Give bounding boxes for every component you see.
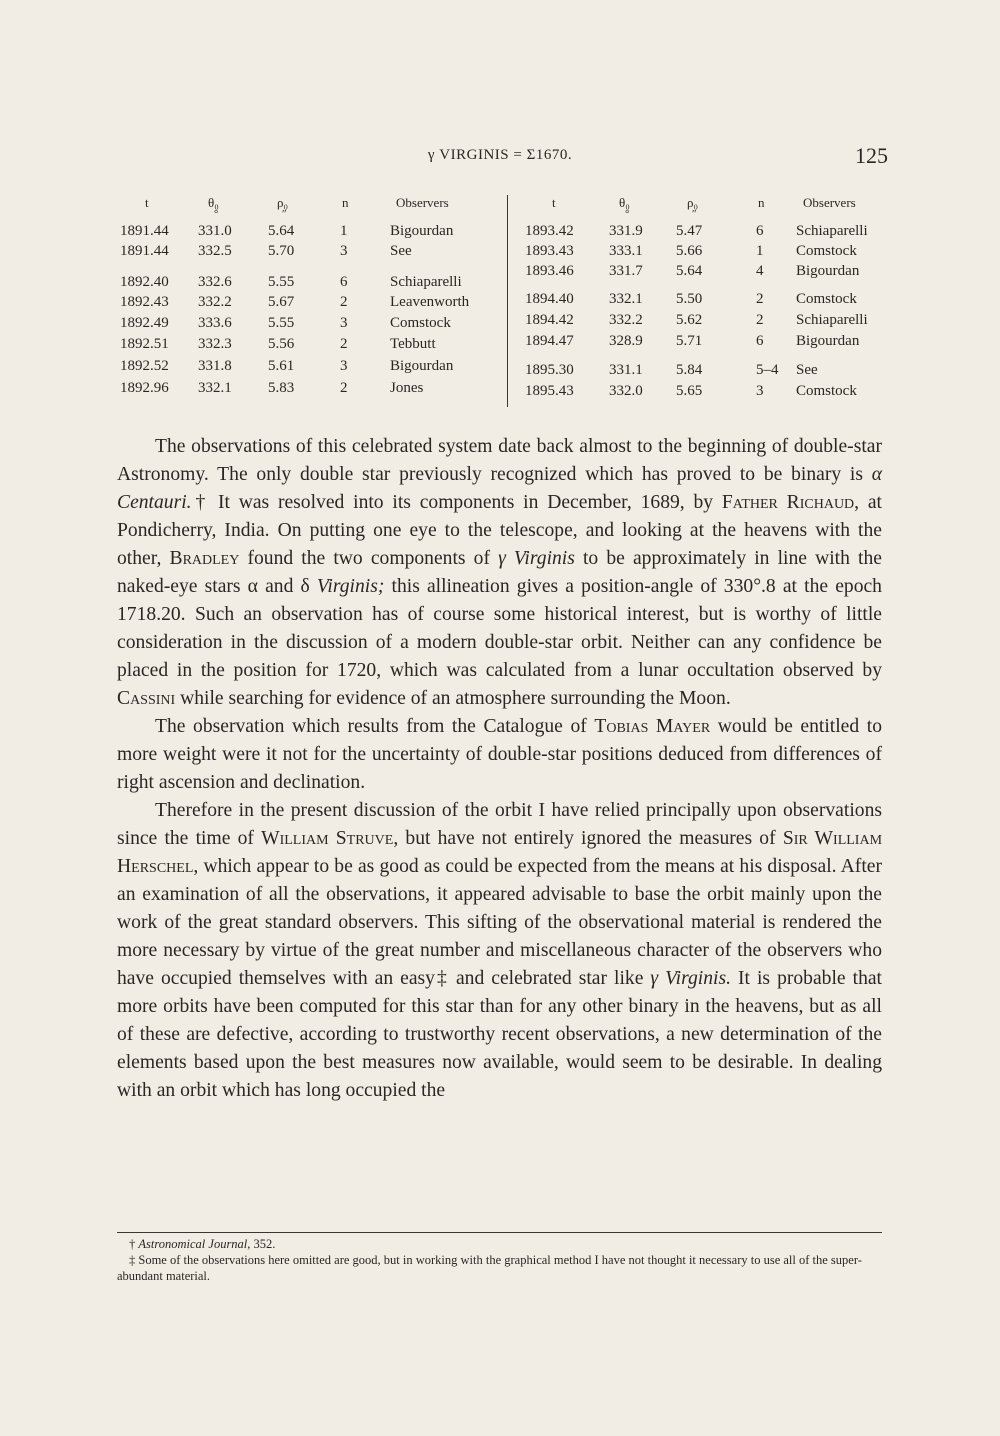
measures-table [110,195,890,410]
cell-observer: Bigourdan [390,223,454,239]
text-run-italic: γ Virginis. [650,968,732,989]
cell-nights: 6 [756,223,764,239]
cell-distance: 5.70 [268,243,295,259]
cell-epoch: 1892.43 [120,294,169,310]
cell-observer: Schiaparelli [796,223,868,239]
name-small-caps: William Struve [261,828,394,849]
text-run: to be approximately in line with the naked-eye stars α and δ [117,548,882,597]
col-header-n: n [758,195,765,210]
cell-nights: 3 [340,243,348,259]
name-small-caps: Sir William Herschel [117,828,883,877]
table-row [513,333,890,353]
col-header-observers: Observers [803,195,856,210]
cell-observer: Jones [390,380,424,396]
col-header-t: t [145,195,149,210]
cell-position-angle: 332.1 [198,380,232,396]
cell-position-angle: 333.6 [198,315,232,331]
cell-distance: 5.83 [268,380,295,396]
cell-observer: Bigourdan [796,333,860,349]
cell-nights: 1 [756,243,764,259]
cell-distance: 5.47 [676,223,703,239]
text-run: found the two components of [239,548,499,569]
cell-epoch: 1895.30 [525,362,574,378]
text-run-italic: Virginis; [316,576,385,597]
table-row [513,243,890,263]
cell-epoch: 1892.49 [120,315,169,331]
text-run: , which appear to be as good as could be expected from the means at his disposal. After an examination of all the observations, it appeared advisable to base the orbit mainly upon the work of the great standard observers. This sifting of the observational material is rendered the more necessary by virtue of the great number and miscellaneous character of the observers who have occupied themselves with an easy‡ and celebrated star like [117,856,882,989]
footnote-citation: Astronomical Journal, [138,1237,251,1251]
cell-epoch: 1893.42 [525,223,574,239]
cell-observer: Comstock [796,383,857,399]
cell-distance: 5.62 [676,312,703,328]
cell-observer: Bigourdan [796,263,860,279]
name-small-caps: Cassini [117,688,176,709]
text-run: It is probable that more orbits have been computed for this star than for any other binary in the heavens, but as all of these are defective, according to trustworthy recent observations, a new determination of the elements based upon the best measures now available, would seem to be desirable. In dealing with an orbit which has long occupied the [117,968,883,1101]
theta-unit: ° [214,208,219,220]
col-header-rho: ρ₀ [277,195,289,210]
table-row [513,312,890,332]
cell-observer: Schiaparelli [796,312,868,328]
cell-distance: 5.84 [676,362,703,378]
table-row [513,263,890,283]
text-run: , but have not entirely ignored the measures of [393,828,783,849]
cell-position-angle: 332.5 [198,243,232,259]
col-header-theta: θ₀ [208,195,219,210]
footnote-text: 352. [250,1237,276,1251]
cell-epoch: 1893.43 [525,243,574,259]
rho-unit: ″ [692,208,697,220]
page-number: 125 [855,143,888,168]
table-row [110,243,505,263]
table-row [110,358,505,378]
table-row [110,315,505,335]
footnote-1 [117,1236,882,1252]
cell-epoch: 1895.43 [525,383,574,399]
cell-distance: 5.50 [676,291,703,307]
table-row [110,294,505,314]
cell-observer: Tebbutt [390,336,436,352]
cell-position-angle: 333.1 [609,243,643,259]
cell-position-angle: 332.2 [609,312,643,328]
text-run: The observations of this celebrated system date back almost to the beginning of double-star Astronomy. The only double star previously recognized which has proved to be binary is [117,436,882,485]
text-run-italic: γ Virginis [498,548,575,569]
text-run-italic: α Centauri. [117,464,882,513]
running-header [110,143,890,173]
cell-position-angle: 331.9 [609,223,643,239]
footnote-2: ‡ Some of the observations here omitted are good, but in working with the graphical method I have not thought it necessary to use all of the super-abundant material. [117,1253,862,1283]
cell-nights: 3 [340,358,348,374]
body-text [117,433,882,1105]
cell-distance: 5.66 [676,243,703,259]
cell-distance: 5.65 [676,383,703,399]
cell-distance: 5.55 [268,274,295,290]
column-divider [507,195,508,407]
cell-position-angle: 331.7 [609,263,643,279]
cell-epoch: 1891.44 [120,223,169,239]
table-row [513,383,890,403]
cell-nights: 2 [340,336,348,352]
col-header-n: n [342,195,349,210]
cell-nights: 2 [756,291,764,307]
cell-epoch: 1892.51 [120,336,169,352]
cell-nights: 3 [340,315,348,331]
cell-observer: See [390,243,412,259]
rho-unit: ″ [282,208,287,220]
cell-epoch: 1894.47 [525,333,574,349]
cell-observer: Comstock [796,291,857,307]
col-header-observers: Observers [396,195,449,210]
footnote-rule [117,1232,882,1233]
cell-epoch: 1892.96 [120,380,169,396]
cell-position-angle: 332.1 [609,291,643,307]
cell-position-angle: 332.3 [198,336,232,352]
theta-unit: ° [625,208,630,220]
cell-distance: 5.56 [268,336,295,352]
table-row [110,336,505,356]
text-run: The observation which results from the Catalogue of [155,716,595,737]
cell-observer: Bigourdan [390,358,454,374]
cell-nights: 6 [756,333,764,349]
cell-distance: 5.67 [268,294,295,310]
cell-position-angle: 332.0 [609,383,643,399]
cell-distance: 5.71 [676,333,703,349]
name-small-caps: Bradley [169,548,240,569]
text-run: this allineation gives a position-angle of 330°.8 at the epoch 1718.20. Such an observation has of course some historical interest, but is worthy of little consideration in the discussion of a modern double-star orbit. Neither can any confidence be placed in the position for 1720, which was calculated from a lunar occultation observed by [117,576,882,681]
cell-distance: 5.64 [676,263,703,279]
cell-nights: 5–4 [756,362,779,378]
cell-position-angle: 328.9 [609,333,643,349]
cell-nights: 1 [340,223,348,239]
text-run: † It was resolved into its components in December, 1689, by [191,492,722,513]
table-row [513,223,890,243]
table-row [110,274,505,294]
cell-nights: 2 [340,294,348,310]
cell-nights: 4 [756,263,764,279]
cell-epoch: 1892.52 [120,358,169,374]
cell-distance: 5.55 [268,315,295,331]
cell-nights: 2 [340,380,348,396]
cell-distance: 5.64 [268,223,295,239]
col-header-rho: ρ₀ [687,195,699,210]
text-run: Therefore in the present discussion of the orbit I have relied principally upon observations since the time of [117,800,882,849]
cell-position-angle: 332.2 [198,294,232,310]
cell-epoch: 1891.44 [120,243,169,259]
text-run: would be entitled to more weight were it not for the uncertainty of double-star positions deduced from differences of right ascension and declination. [117,716,883,793]
cell-epoch: 1894.40 [525,291,574,307]
table-row [513,291,890,311]
footnotes [117,1236,882,1284]
running-title: γ VIRGINIS = Σ1670. [427,147,573,163]
cell-observer: Leavenworth [390,294,470,310]
footnote-mark: † [129,1237,139,1251]
col-header-t: t [552,195,556,210]
text-run: while searching for evidence of an atmosphere surrounding the Moon. [175,688,731,709]
cell-position-angle: 331.8 [198,358,232,374]
cell-observer: Comstock [796,243,857,259]
cell-nights: 2 [756,312,764,328]
cell-epoch: 1894.42 [525,312,574,328]
cell-position-angle: 331.0 [198,223,232,239]
cell-nights: 6 [340,274,348,290]
cell-epoch: 1892.40 [120,274,169,290]
name-small-caps: Father Richaud [721,492,855,513]
table-row [513,362,890,382]
table-row [110,223,505,243]
cell-position-angle: 331.1 [609,362,643,378]
paragraph-2 [117,713,882,797]
cell-observer: See [796,362,818,378]
cell-nights: 3 [756,383,764,399]
paragraph-3 [117,797,882,1105]
col-header-theta: θ₀ [619,195,630,210]
cell-observer: Comstock [390,315,451,331]
cell-position-angle: 332.6 [198,274,232,290]
cell-epoch: 1893.46 [525,263,574,279]
table-row [110,380,505,400]
paragraph-1 [117,433,882,713]
text-run: , at Pondicherry, India. On putting one eye to the telescope, and looking at the heavens with the other, [117,492,882,569]
cell-distance: 5.61 [268,358,295,374]
cell-observer: Schiaparelli [390,274,462,290]
name-small-caps: Tobias Mayer [594,716,711,737]
